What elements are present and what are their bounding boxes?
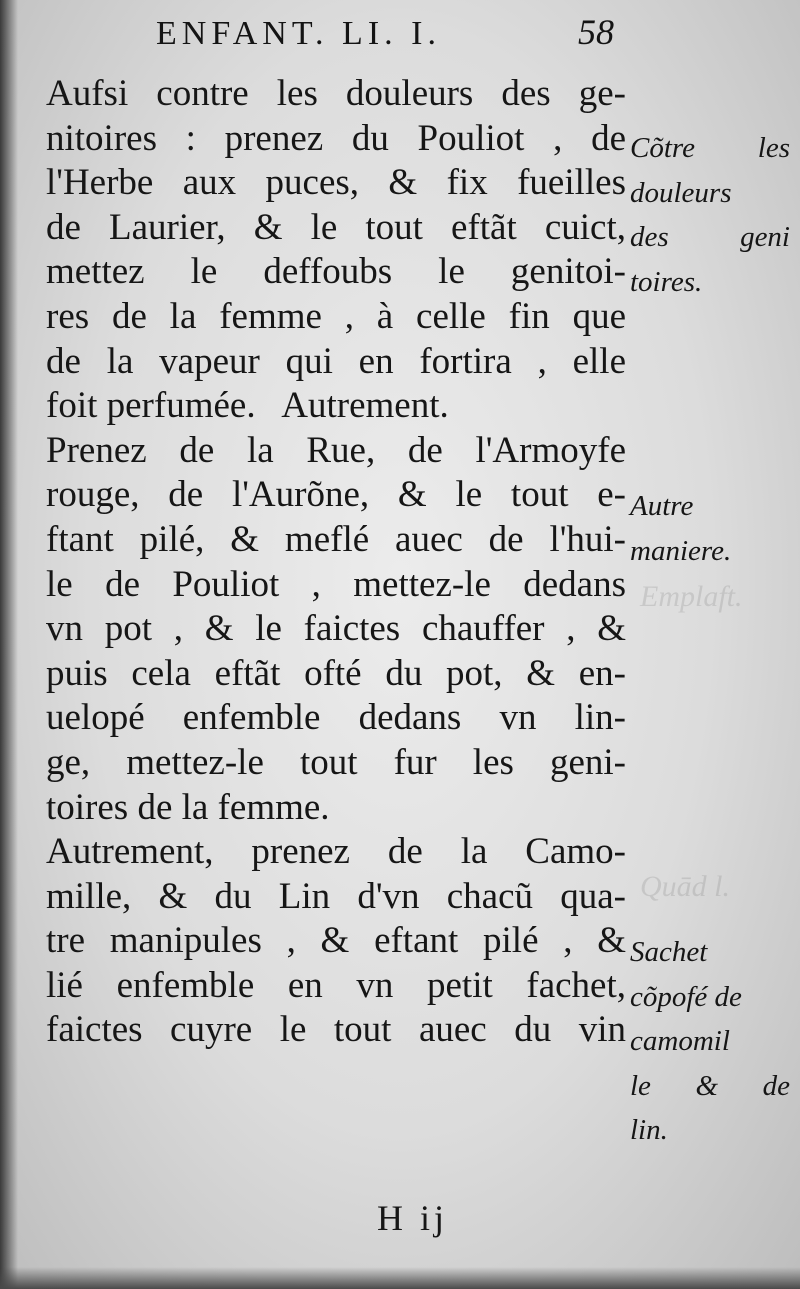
marginal-note-line: douleurs	[630, 176, 732, 209]
text-line: vn pot , & le faictes chauffer , &	[46, 608, 626, 650]
text-line: mille, & du Lin d'vn chacũ qua-	[46, 875, 626, 917]
text-line: tre manipules , & eftant pilé , &	[46, 920, 626, 962]
gutter-shadow	[0, 0, 18, 1289]
text-line: toires de la femme.	[46, 786, 330, 828]
running-head: ENFANT. LI. I.	[156, 15, 441, 52]
text-line: Aufsi contre les douleurs des ge-	[46, 73, 626, 114]
text-line: lié enfemble en vn petit fachet,	[46, 964, 626, 1006]
text-line: ge, mettez-le tout fur les geni-	[46, 741, 626, 783]
page-header	[150, 12, 630, 54]
marginal-note-line: maniere.	[630, 534, 732, 567]
text-line: uelopé enfemble dedans vn lin-	[46, 697, 626, 739]
text-line: Prenez de la Rue, de l'Armoyfe	[46, 429, 626, 471]
bleed-through-mark: Quād l.	[640, 870, 730, 903]
text-line: rouge, de l'Aurõne, & le tout e-	[46, 474, 626, 516]
bottom-edge-shadow	[0, 1267, 800, 1289]
text-line: l'Herbe aux puces, & fix fueilles	[46, 162, 626, 204]
marginal-note-line: toires.	[630, 265, 703, 298]
marginal-note-line: Autre	[630, 490, 694, 522]
text-line: ftant pilé, & meflé auec de l'hui-	[46, 518, 626, 560]
text-line: nitoires : prenez du Pouliot , de	[46, 117, 626, 159]
text-line: le de Pouliot , mettez-le dedans	[46, 563, 626, 605]
page-number: 58	[578, 12, 614, 52]
marginal-note-line: cõpofé de	[630, 980, 742, 1013]
text-line: Autrement, prenez de la Camo-	[46, 831, 626, 873]
marginal-note-sachet	[630, 930, 790, 1153]
text-line: res de la femme , à celle fin que	[46, 295, 626, 337]
text-line: mettez le deffoubs le genitoi-	[46, 251, 626, 293]
text-line: foit perfumée. Autrement.	[46, 385, 449, 427]
signature-mark: H ij	[377, 1198, 449, 1238]
marginal-note-line: Cõtre les	[630, 132, 790, 164]
marginal-note-autre-maniere	[630, 484, 790, 573]
text-line: faictes cuyre le tout auec du vin	[46, 1009, 626, 1051]
main-text-block	[46, 72, 626, 1053]
marginal-note-line: camomil	[630, 1025, 730, 1058]
bleed-through-mark: Emplaft.	[640, 580, 743, 613]
marginal-note-line: des geni	[630, 221, 790, 254]
text-line: puis cela eftãt ofté du pot, & en-	[46, 652, 626, 694]
marginal-note-line: le & de	[630, 1069, 790, 1102]
marginal-note-line: Sachet	[630, 936, 708, 968]
text-line: de la vapeur qui en fortira , elle	[46, 340, 626, 382]
text-line: de Laurier, & le tout eftãt cuict,	[46, 206, 626, 248]
marginal-note-line: lin.	[630, 1114, 668, 1147]
marginal-note-contre-les-douleurs	[630, 126, 790, 304]
